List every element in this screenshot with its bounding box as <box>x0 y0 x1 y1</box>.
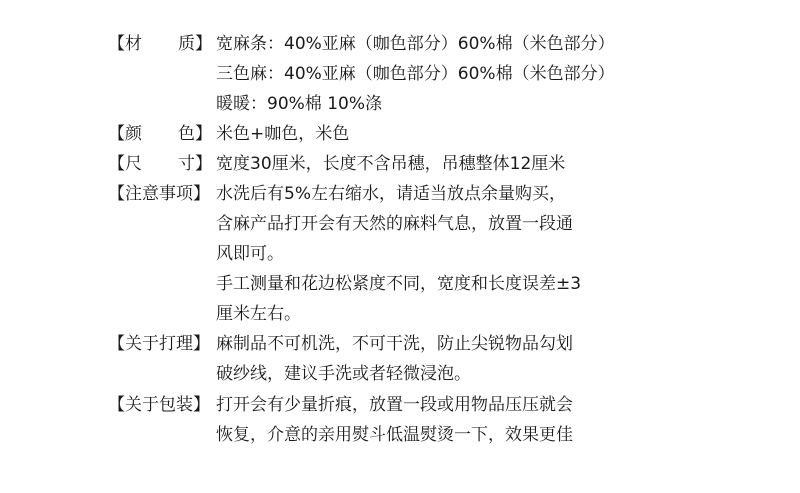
spec-value-line: 手工测量和花边松紧度不同，宽度和长度误差±3 <box>216 274 582 294</box>
spec-value-line: 暖暖：90%棉 10%涤 <box>216 94 382 114</box>
spec-label-color <box>108 122 212 146</box>
spec-value-line: 宽度30厘米，长度不含吊穗，吊穗整体12厘米 <box>216 154 566 174</box>
spec-label-care: 【关于打理】 <box>108 334 210 354</box>
spec-value-line: 宽麻条：40%亚麻（咖色部分）60%棉（米色部分） <box>216 34 615 54</box>
spec-label-size-close: 寸】 <box>178 154 212 174</box>
spec-label-material <box>108 32 212 56</box>
spec-value-line: 打开会有少量折痕，放置一段或用物品压压就会 <box>216 395 573 415</box>
spec-label-size-open: 【尺 <box>108 154 142 174</box>
spec-label-color-open: 【颜 <box>108 124 142 144</box>
spec-label-material-close: 质】 <box>178 34 212 54</box>
spec-value-line: 厘米左右。 <box>216 304 301 324</box>
spec-value-line: 恢复，介意的亲用熨斗低温熨烫一下，效果更佳 <box>216 425 573 445</box>
spec-label-material-open: 【材 <box>108 34 142 54</box>
spec-label-size <box>108 152 212 176</box>
spec-value-line: 三色麻：40%亚麻（咖色部分）60%棉（米色部分） <box>216 64 615 84</box>
spec-value-line: 风即可。 <box>216 244 284 264</box>
spec-value-line: 破纱线，建议手洗或者轻微浸泡。 <box>216 364 471 384</box>
spec-value-line: 麻制品不可机洗，不可干洗，防止尖锐物品勾划 <box>216 334 573 354</box>
spec-label-color-close: 色】 <box>178 124 212 144</box>
spec-label-notes: 【注意事项】 <box>108 184 210 204</box>
spec-label-packaging: 【关于包装】 <box>108 395 210 415</box>
spec-value-line: 米色+咖色，米色 <box>216 124 350 144</box>
spec-value-line: 含麻产品打开会有天然的麻料气息，放置一段通 <box>216 214 573 234</box>
spec-value-line: 水洗后有5%左右缩水，请适当放点余量购买， <box>216 184 566 204</box>
